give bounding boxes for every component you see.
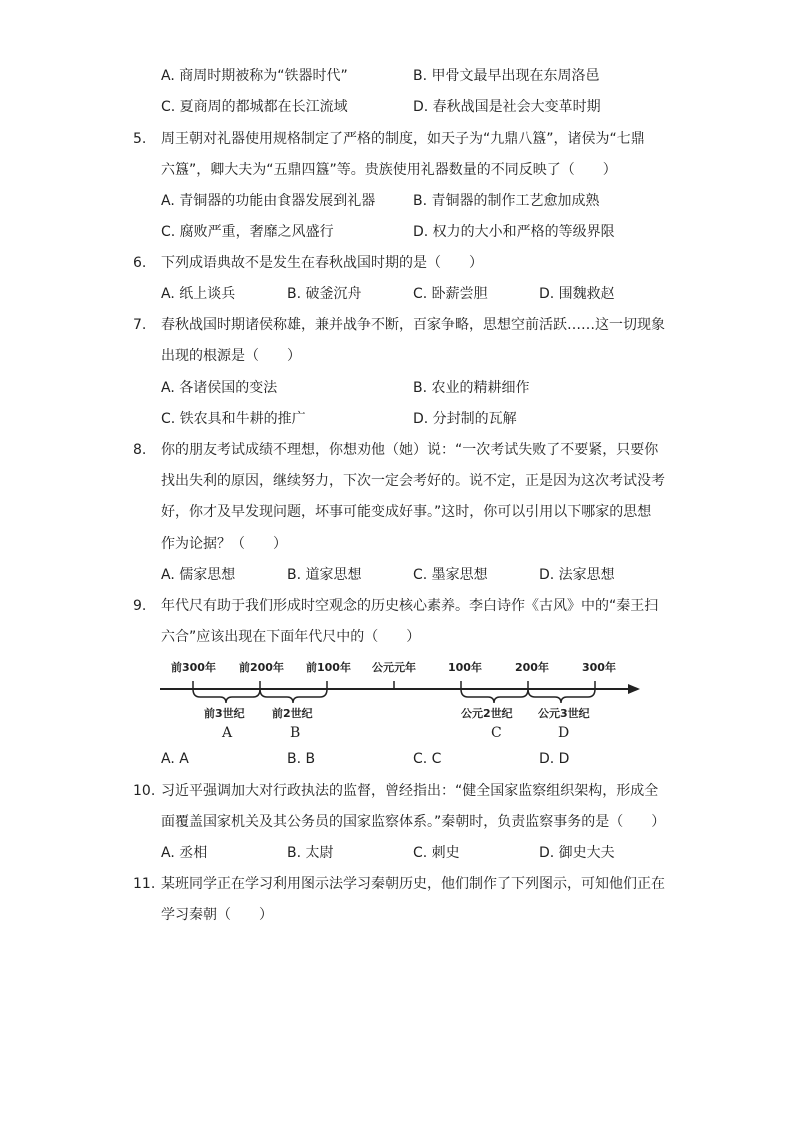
- timeline-tick-label: 前100年: [306, 661, 351, 674]
- q6-option-a[interactable]: A. 纸上谈兵: [161, 286, 236, 302]
- q8-option-a[interactable]: A. 儒家思想: [161, 567, 236, 583]
- timeline-tick-label: 公元元年: [372, 661, 416, 674]
- timeline-century-label: 前3世纪: [204, 707, 245, 720]
- q9-option-d[interactable]: D. D: [539, 751, 570, 767]
- q5-stem-line-2: 六簋”，卿大夫为“五鼎四簋”等。贵族使用礼器数量的不同反映了（ ）: [161, 162, 617, 178]
- q8-stem-line-1: 你的朋友考试成绩不理想，你想劝他（她）说：“一次考试失败了不要紧，只要你: [161, 442, 659, 458]
- q8-stem-line-3: 好，你才及早发现问题，坏事可能变成好事。”这时，你可以引用以下哪家的思想: [161, 504, 652, 520]
- timeline-century-label: 前2世纪: [272, 707, 313, 720]
- q5-option-a[interactable]: A. 青铜器的功能由食器发展到礼器: [161, 193, 376, 209]
- q7-option-b[interactable]: B. 农业的精耕细作: [413, 380, 530, 396]
- q6-number: 6.: [133, 255, 147, 271]
- q6-stem-line-1: 下列成语典故不是发生在春秋战国时期的是（ ）: [161, 255, 483, 271]
- timeline-segment-letter: B: [290, 725, 301, 741]
- timeline-tick-label: 300年: [582, 661, 616, 674]
- q10-option-d[interactable]: D. 御史大夫: [539, 845, 615, 861]
- q8-stem-line-2: 找出失利的原因，继续努力，下次一定会考好的。说不定，正是因为这次考试没考: [161, 473, 665, 489]
- q4-option-a[interactable]: A. 商周时期被称为“铁器时代”: [161, 68, 348, 84]
- q6-option-b[interactable]: B. 破釜沉舟: [287, 286, 362, 302]
- timeline-segment-letter: A: [222, 725, 233, 741]
- q5-option-c[interactable]: C. 腐败严重，奢靡之风盛行: [161, 224, 334, 240]
- q11-stem-line-2: 学习秦朝（ ）: [161, 907, 273, 923]
- q7-option-d[interactable]: D. 分封制的瓦解: [413, 411, 517, 427]
- q5-number: 5.: [133, 131, 147, 147]
- timeline-tick-label: 前300年: [171, 661, 216, 674]
- q10-stem-line-1: 习近平强调加大对行政执法的监督，曾经指出：“健全国家监察组织架构，形成全: [161, 783, 659, 799]
- q9-stem-line-2: 六合”应该出现在下面年代尺中的（ ）: [161, 629, 421, 645]
- q7-option-c[interactable]: C. 铁农具和牛耕的推广: [161, 411, 306, 427]
- q4-option-d[interactable]: D. 春秋战国是社会大变革时期: [413, 99, 601, 115]
- q10-option-a[interactable]: A. 丞相: [161, 845, 208, 861]
- timeline-segment-letter: D: [558, 725, 570, 741]
- timeline-segment-letter: C: [491, 725, 502, 741]
- q7-stem-line-1: 春秋战国时期诸侯称雄，兼并战争不断，百家争略，思想空前活跃……这一切现象: [161, 317, 665, 333]
- q6-option-d[interactable]: D. 围魏救赵: [539, 286, 615, 302]
- q6-option-c[interactable]: C. 卧薪尝胆: [413, 286, 488, 302]
- timeline-tick-label: 前200年: [239, 661, 284, 674]
- q10-option-b[interactable]: B. 太尉: [287, 845, 334, 861]
- timeline-tick-label: 200年: [515, 661, 549, 674]
- q5-stem-line-1: 周王朝对礼器使用规格制定了严格的制度，如天子为“九鼎八簋”，诸侯为“七鼎: [161, 131, 645, 147]
- q7-stem-line-2: 出现的根源是（ ）: [161, 348, 301, 364]
- q8-number: 8.: [133, 442, 147, 458]
- timeline-tick-label: 100年: [448, 661, 482, 674]
- q9-stem-line-1: 年代尺有助于我们形成时空观念的历史核心素养。李白诗作《古风》中的“秦王扫: [161, 598, 659, 614]
- q8-option-b[interactable]: B. 道家思想: [287, 567, 362, 583]
- timeline-century-label: 公元3世纪: [538, 707, 590, 720]
- q11-stem-line-1: 某班同学正在学习利用图示法学习秦朝历史，他们制作了下列图示，可知他们正在: [161, 876, 665, 892]
- q10-stem-line-2: 面覆盖国家机关及其公务员的国家监察体系。”秦朝时，负责监察事务的是（ ）: [161, 814, 666, 830]
- q4-option-c[interactable]: C. 夏商周的都城都在长江流域: [161, 99, 348, 115]
- q5-option-d[interactable]: D. 权力的大小和严格的等级界限: [413, 224, 615, 240]
- q9-option-b[interactable]: B. B: [287, 751, 316, 767]
- q9-option-a[interactable]: A. A: [161, 751, 189, 767]
- q8-option-c[interactable]: C. 墨家思想: [413, 567, 488, 583]
- q4-option-b[interactable]: B. 甲骨文最早出现在东周洛邑: [413, 68, 600, 84]
- q9-number: 9.: [133, 598, 147, 614]
- timeline-century-label: 公元2世纪: [461, 707, 513, 720]
- q11-number: 11.: [133, 876, 156, 892]
- q7-number: 7.: [133, 317, 147, 333]
- q10-number: 10.: [133, 783, 156, 799]
- q7-option-a[interactable]: A. 各诸侯国的变法: [161, 380, 278, 396]
- q8-option-d[interactable]: D. 法家思想: [539, 567, 615, 583]
- q5-option-b[interactable]: B. 青铜器的制作工艺愈加成熟: [413, 193, 600, 209]
- q9-option-c[interactable]: C. C: [413, 751, 442, 767]
- q8-stem-line-4: 作为论据？（ ）: [161, 536, 287, 552]
- q10-option-c[interactable]: C. 刺史: [413, 845, 460, 861]
